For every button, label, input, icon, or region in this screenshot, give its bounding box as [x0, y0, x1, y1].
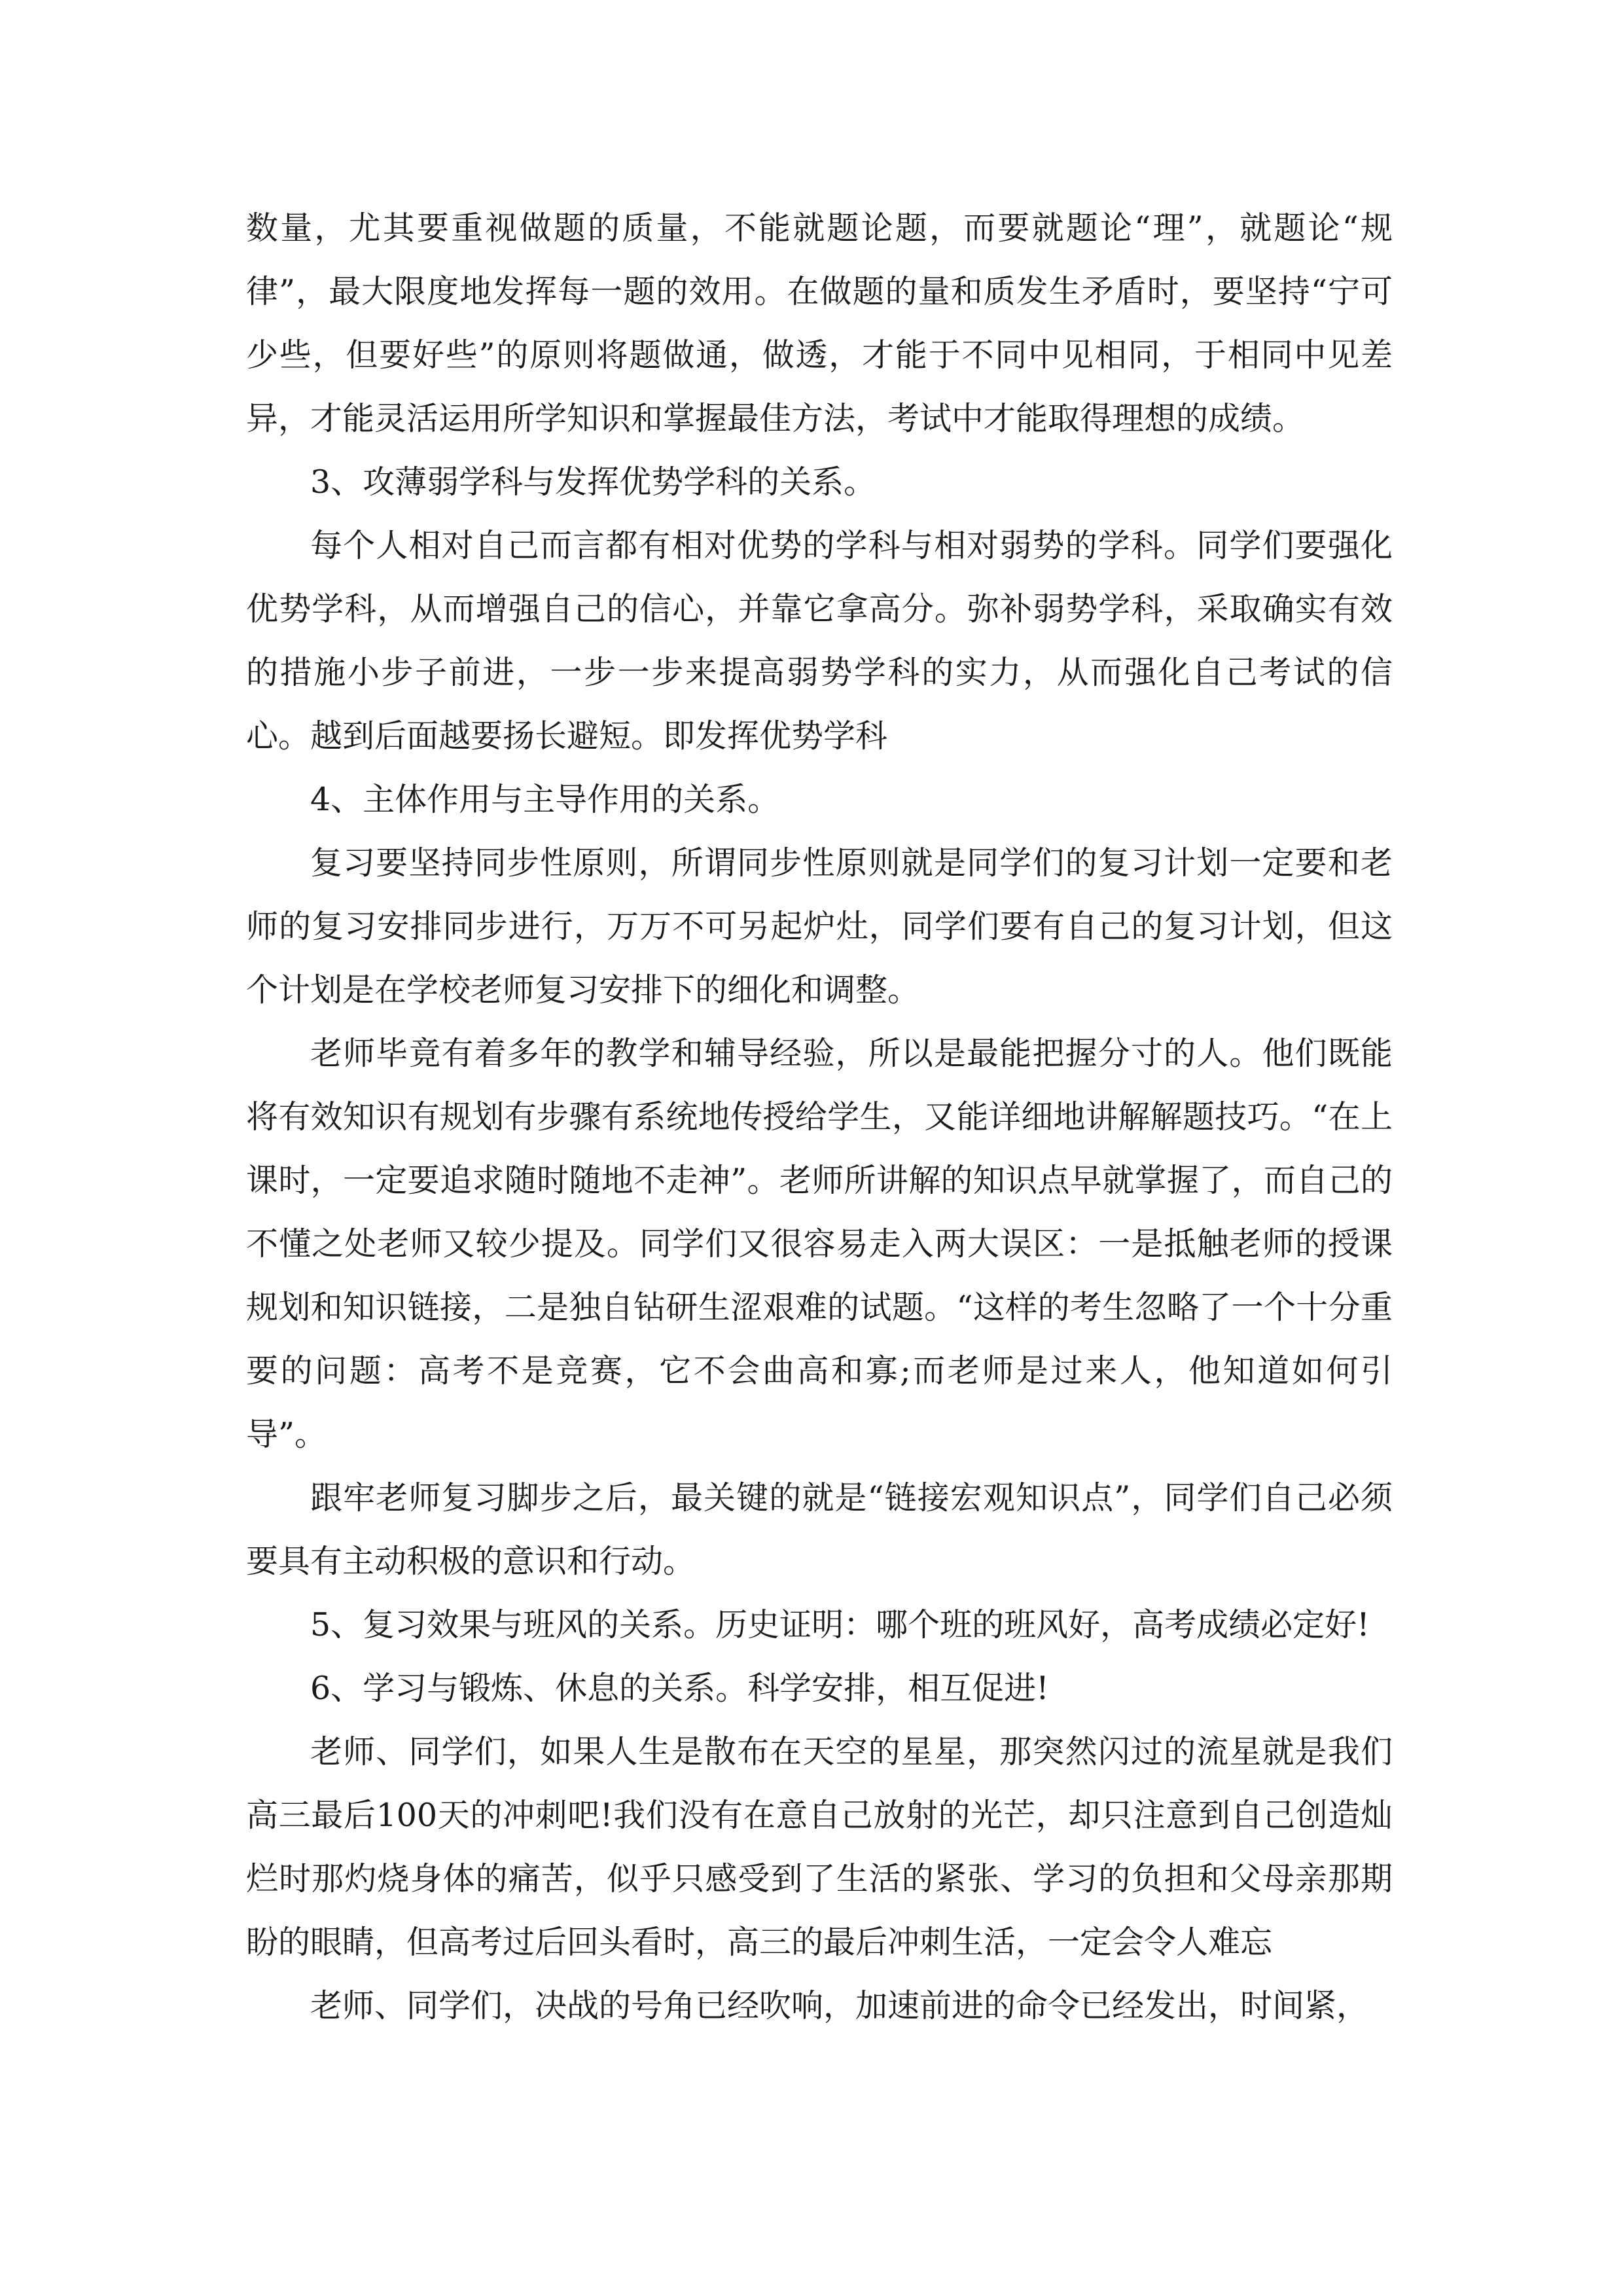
paragraph: 数量，尤其要重视做题的质量，不能就题论题，而要就题论“理”，就题论“规律”，最大限度地发挥每一题的效用。在做题的量和质发生矛盾时，要坚持“宁可少些，但要好些”的原则将题做通，做透，才能于不同中见相同，于相同中见差异，才能灵活运用所学知识和掌握最佳方法，考试中才能取得理想的成绩。	[246, 209, 1393, 437]
paragraph: 每个人相对自己而言都有相对优势的学科与相对弱势的学科。同学们要强化优势学科，从而增强自己的信心，并靠它拿高分。弥补弱势学科，采取确实有效的措施小步子前进，一步一步来提高弱势学科的实力，从而强化自己考试的信心。越到后面越要扬长避短。即发挥优势学科	[246, 527, 1393, 755]
paragraph: 老师、同学们，决战的号角已经吹响，加速前进的命令已经发出，时间紧，	[310, 1987, 1369, 2024]
paragraph: 老师毕竟有着多年的教学和辅导经验，所以是最能把握分寸的人。他们既能将有效知识有规划有步骤有系统地传授给学生，又能详细地讲解解题技巧。“在上课时，一定要追求随时随地不走神”。老师所讲解的知识点早就掌握了，而自己的不懂之处老师又较少提及。同学们又很容易走入两大误区：一是抵触老师的授课规划和知识链接，二是独自钻研生涩艰难的试题。“这样的考生忽略了一个十分重要的问题：高考不是竞赛，它不会曲高和寡;而老师是过来人，他知道如何引导”。	[246, 1035, 1393, 1453]
paragraph: 老师、同学们，如果人生是散布在天空的星星，那突然闪过的流星就是我们高三最后100天的冲刺吧!我们没有在意自己放射的光芒，却只注意到自己创造灿烂时那灼烧身体的痛苦，似乎只感受到了生活的紧张、学习的负担和父母亲那期盼的眼睛，但高考过后回头看时，高三的最后冲刺生活，一定会令人难忘	[246, 1733, 1393, 1961]
paragraph: 5、复习效果与班风的关系。历史证明：哪个班的班风好，高考成绩必定好!	[310, 1606, 1370, 1643]
document-body	[246, 196, 1393, 2037]
paragraph: 跟牢老师复习脚步之后，最关键的就是“链接宏观知识点”，同学们自己必须要具有主动积极的意识和行动。	[246, 1479, 1393, 1580]
paragraph: 4、主体作用与主导作用的关系。	[310, 781, 780, 818]
paragraph: 3、攻薄弱学科与发挥优势学科的关系。	[310, 463, 876, 501]
paragraph: 6、学习与锻炼、休息的关系。科学安排，相互促进!	[310, 1670, 1049, 1707]
paragraph: 复习要坚持同步性原则，所谓同步性原则就是同学们的复习计划一定要和老师的复习安排同步进行，万万不可另起炉灶，同学们要有自己的复习计划，但这个计划是在学校老师复习安排下的细化和调整。	[246, 844, 1393, 1009]
